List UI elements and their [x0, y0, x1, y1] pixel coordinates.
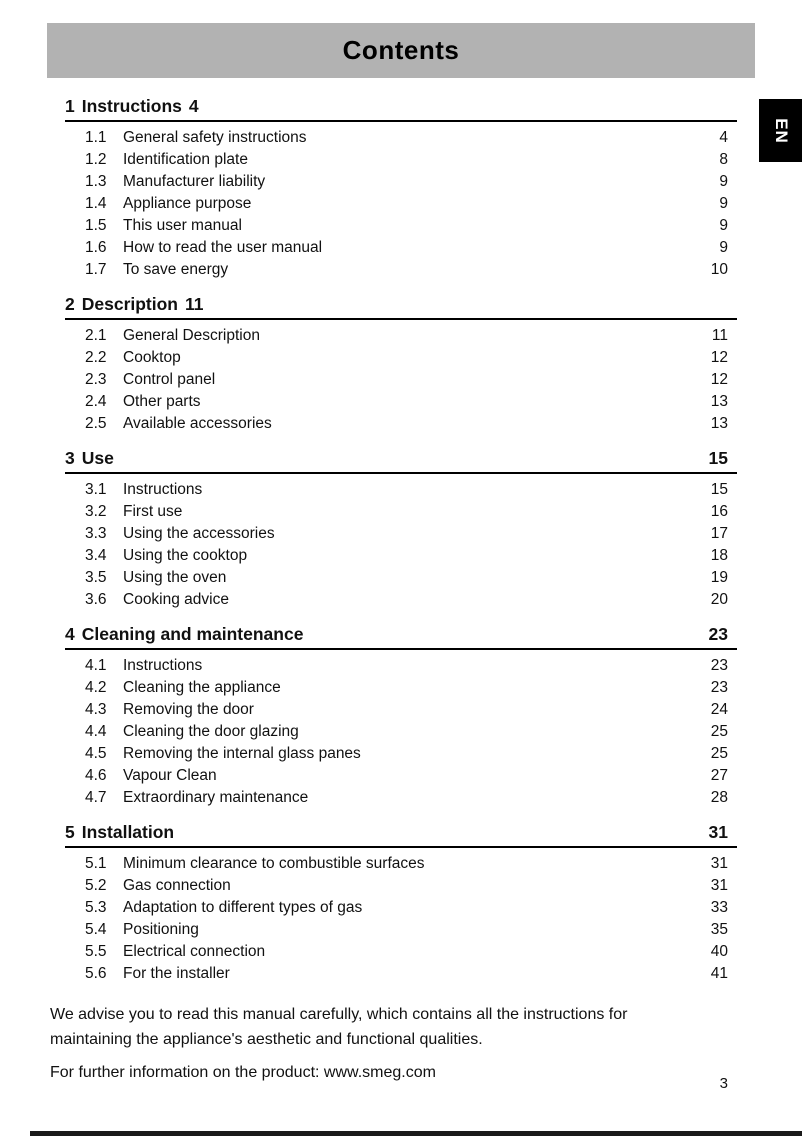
- toc-item-title: How to read the user manual: [123, 239, 323, 256]
- toc-item-number: 3.4: [85, 547, 107, 564]
- toc-item-number: 3.1: [85, 481, 107, 498]
- toc-item-title: Using the cooktop: [123, 547, 248, 564]
- toc-item: [65, 941, 737, 963]
- toc-item-number: 4.4: [85, 723, 107, 740]
- section-number: 3: [65, 448, 75, 468]
- toc-item-number: 5.4: [85, 921, 107, 938]
- toc-item: [65, 567, 737, 589]
- toc-item-page: 18: [710, 547, 728, 564]
- toc-item-page: 12: [710, 349, 728, 366]
- toc-item-number: 4.5: [85, 745, 107, 762]
- toc-item-number: 2.1: [85, 327, 107, 344]
- section-title: Description: [81, 294, 179, 314]
- page-bottom-edge-line: [30, 1131, 802, 1136]
- toc-item-number: 4.7: [85, 789, 107, 806]
- section-page: 15: [708, 448, 728, 468]
- toc-item-title: Cleaning the door glazing: [123, 723, 299, 740]
- section-title: Use: [81, 448, 114, 468]
- toc-item-title: For the installer: [123, 965, 230, 982]
- toc-item-title: Extraordinary maintenance: [123, 789, 309, 806]
- toc-item-title: Gas connection: [123, 877, 231, 894]
- section-number: 5: [65, 822, 75, 842]
- toc-item-title: Removing the door: [123, 701, 254, 718]
- toc-section-heading-text: [65, 293, 204, 315]
- toc-item-page: 13: [710, 393, 728, 410]
- toc-item-number: 2.2: [85, 349, 107, 366]
- toc-item-number: 2.5: [85, 415, 107, 432]
- toc-section-items: [65, 122, 737, 281]
- toc-item-page: 4: [719, 129, 728, 146]
- toc-item-page: 41: [710, 965, 728, 982]
- toc-item-title: Control panel: [123, 371, 216, 388]
- toc-item-number: 2.4: [85, 393, 107, 410]
- toc-section: [65, 818, 737, 985]
- toc-item: [65, 875, 737, 897]
- toc-item-page: 9: [719, 173, 728, 190]
- toc-item-number: 1.2: [85, 151, 107, 168]
- section-page-inline: 4: [188, 96, 199, 116]
- toc-item-number: 5.1: [85, 855, 107, 872]
- toc-item-number: 5.6: [85, 965, 107, 982]
- toc-item: [65, 897, 737, 919]
- toc-item-title: General safety instructions: [123, 129, 307, 146]
- section-title: Instructions: [81, 96, 182, 116]
- toc-item-page: 23: [710, 657, 728, 674]
- toc-item: [65, 765, 737, 787]
- toc-item-number: 4.2: [85, 679, 107, 696]
- toc-item-title: General Description: [123, 327, 260, 344]
- toc-item-title: Cleaning the appliance: [123, 679, 281, 696]
- toc-section-header: [65, 620, 737, 650]
- toc-item-page: 20: [710, 591, 728, 608]
- toc-item: [65, 259, 737, 281]
- toc-item-title: Instructions: [123, 481, 203, 498]
- toc-item-title: First use: [123, 503, 183, 520]
- toc-item-title: Instructions: [123, 657, 203, 674]
- language-tab-label: EN: [771, 117, 791, 144]
- toc-section-heading-text: [65, 447, 121, 469]
- toc-item-number: 4.1: [85, 657, 107, 674]
- toc-item-title: Available accessories: [123, 415, 272, 432]
- toc-section-heading-text: [65, 95, 199, 117]
- toc-item: [65, 589, 737, 611]
- toc-item-number: 1.4: [85, 195, 107, 212]
- toc-section: [65, 620, 737, 809]
- toc-item-title: Adaptation to different types of gas: [123, 899, 363, 916]
- contents-banner: [47, 23, 755, 78]
- section-title: Cleaning and maintenance: [81, 624, 304, 644]
- toc-item-page: 15: [710, 481, 728, 498]
- toc-item: [65, 237, 737, 259]
- toc-item: [65, 501, 737, 523]
- toc-item-title: Using the oven: [123, 569, 227, 586]
- toc-item-title: Other parts: [123, 393, 201, 410]
- toc-section-header: [65, 92, 737, 122]
- table-of-contents: [65, 92, 737, 994]
- toc-section-header: [65, 290, 737, 320]
- section-number: 1: [65, 96, 75, 116]
- toc-item-page: 9: [719, 195, 728, 212]
- toc-item-page: 28: [710, 789, 728, 806]
- toc-item-page: 17: [710, 525, 728, 542]
- section-number: 4: [65, 624, 75, 644]
- toc-item-title: Positioning: [123, 921, 199, 938]
- toc-item-title: This user manual: [123, 217, 242, 234]
- toc-item-number: 2.3: [85, 371, 107, 388]
- toc-item: [65, 677, 737, 699]
- language-tab: [759, 99, 802, 162]
- toc-section: [65, 290, 737, 435]
- toc-item-title: Manufacturer liability: [123, 173, 266, 190]
- toc-item-page: 25: [710, 723, 728, 740]
- toc-section-heading-text: [65, 821, 181, 843]
- section-number: 2: [65, 294, 75, 314]
- toc-section-items: [65, 650, 737, 809]
- section-page: 23: [708, 624, 728, 644]
- toc-section-heading-text: [65, 623, 310, 645]
- toc-section: [65, 444, 737, 611]
- toc-item-page: 23: [710, 679, 728, 696]
- page-number: 3: [719, 1075, 728, 1092]
- toc-item-title: To save energy: [123, 261, 229, 278]
- toc-item-number: 3.3: [85, 525, 107, 542]
- toc-item-title: Cooktop: [123, 349, 181, 366]
- toc-item-number: 1.5: [85, 217, 107, 234]
- toc-item-number: 3.5: [85, 569, 107, 586]
- toc-item-number: 4.3: [85, 701, 107, 718]
- toc-item: [65, 655, 737, 677]
- toc-item-page: 9: [719, 239, 728, 256]
- toc-item-page: 27: [710, 767, 728, 784]
- toc-item-page: 31: [710, 855, 728, 872]
- toc-item-number: 1.1: [85, 129, 107, 146]
- toc-item: [65, 919, 737, 941]
- toc-item-number: 5.2: [85, 877, 107, 894]
- toc-item-title: Identification plate: [123, 151, 248, 168]
- toc-item-page: 25: [710, 745, 728, 762]
- toc-item: [65, 413, 737, 435]
- toc-item-page: 16: [710, 503, 728, 520]
- toc-item-number: 1.6: [85, 239, 107, 256]
- toc-item-title: Removing the internal glass panes: [123, 745, 361, 762]
- toc-item-page: 24: [710, 701, 728, 718]
- toc-item-page: 11: [711, 327, 728, 344]
- section-title: Installation: [81, 822, 175, 842]
- toc-section-header: [65, 444, 737, 474]
- toc-item-title: Appliance purpose: [123, 195, 252, 212]
- toc-item-page: 31: [710, 877, 728, 894]
- toc-item-page: 8: [719, 151, 728, 168]
- toc-section-header: [65, 818, 737, 848]
- toc-item: [65, 347, 737, 369]
- footer-note: [50, 1002, 705, 1085]
- toc-item: [65, 545, 737, 567]
- toc-item-page: 35: [710, 921, 728, 938]
- toc-item: [65, 391, 737, 413]
- toc-section: [65, 92, 737, 281]
- toc-item-page: 40: [710, 943, 728, 960]
- toc-item: [65, 699, 737, 721]
- toc-item-title: Minimum clearance to combustible surfaces: [123, 855, 425, 872]
- toc-item: [65, 325, 737, 347]
- toc-item-page: 9: [719, 217, 728, 234]
- toc-item: [65, 523, 737, 545]
- toc-item: [65, 853, 737, 875]
- toc-item-page: 10: [710, 261, 728, 278]
- toc-item: [65, 127, 737, 149]
- footer-paragraph-1: We advise you to read this manual carefully, which contains all the instructions for maintaining the appliance's aesthetic and functional qualities.: [50, 1006, 628, 1048]
- toc-item-page: 13: [710, 415, 728, 432]
- toc-item-number: 3.6: [85, 591, 107, 608]
- toc-item-number: 5.5: [85, 943, 107, 960]
- toc-item: [65, 215, 737, 237]
- toc-item-number: 5.3: [85, 899, 107, 916]
- footer-paragraph-2: For further information on the product: www.smeg.com: [50, 1064, 436, 1081]
- toc-item: [65, 963, 737, 985]
- toc-item: [65, 193, 737, 215]
- toc-item-number: 1.3: [85, 173, 107, 190]
- section-page: 31: [708, 822, 728, 842]
- toc-item: [65, 721, 737, 743]
- toc-item: [65, 479, 737, 501]
- toc-item-number: 4.6: [85, 767, 107, 784]
- toc-item: [65, 787, 737, 809]
- toc-item: [65, 743, 737, 765]
- toc-section-items: [65, 848, 737, 985]
- section-page-inline: 11: [185, 294, 204, 314]
- toc-section-items: [65, 320, 737, 435]
- toc-section-items: [65, 474, 737, 611]
- toc-item-page: 12: [710, 371, 728, 388]
- toc-item-number: 3.2: [85, 503, 107, 520]
- toc-item-page: 33: [710, 899, 728, 916]
- toc-item-number: 1.7: [85, 261, 107, 278]
- toc-item: [65, 171, 737, 193]
- toc-item-title: Electrical connection: [123, 943, 266, 960]
- toc-item: [65, 149, 737, 171]
- toc-item-title: Vapour Clean: [123, 767, 217, 784]
- toc-item-page: 19: [710, 569, 728, 586]
- page-title: Contents: [342, 35, 460, 65]
- toc-item: [65, 369, 737, 391]
- toc-item-title: Using the accessories: [123, 525, 275, 542]
- toc-item-title: Cooking advice: [123, 591, 229, 608]
